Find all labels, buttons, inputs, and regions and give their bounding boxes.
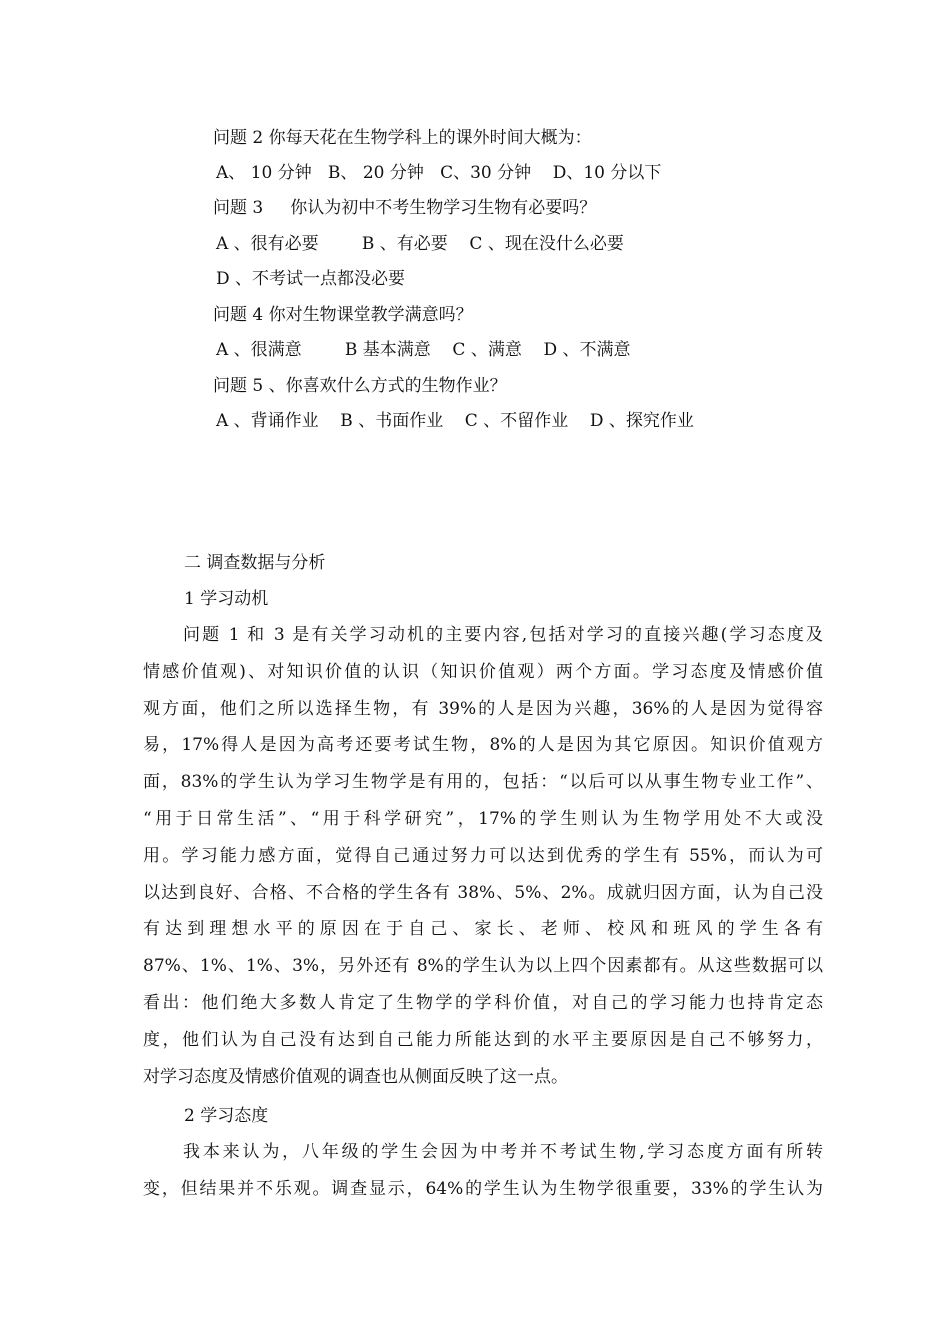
paragraph-line: 度，他们认为自己没有达到自己能力所能达到的水平主要原因是自己不够努力，: [143, 1029, 823, 1050]
question-5-options: A 、背诵作业 B 、书面作业 C 、不留作业 D 、探究作业: [216, 411, 694, 431]
paragraph-line: 有达到理想水平的原因在于自己、家长、老师、校风和班风的学生各有: [143, 919, 823, 940]
question-2-title: 问题 2 你每天花在生物学科上的课外时间大概为：: [213, 128, 592, 148]
paragraph-line: 面，83%的学生认为学习生物学是有用的，包括：“以后可以从事生物专业工作”、: [143, 772, 823, 793]
paragraph-line: 变，但结果并不乐观。调查显示，64%的学生认为生物学很重要，33%的学生认为: [143, 1178, 823, 1199]
question-5-title: 问题 5 、你喜欢什么方式的生物作业？: [213, 376, 507, 396]
paragraph-line: 用。学习能力感方面，觉得自己通过努力可以达到优秀的学生有 55%，而认为可: [143, 845, 823, 866]
paragraph-line: 易，17%得人是因为高考还要考试生物，8%的人是因为其它原因。知识价值观方: [143, 735, 823, 756]
section-heading: 二 调查数据与分析: [184, 553, 326, 573]
paragraph-line: 观方面，他们之所以选择生物，有 39%的人是因为兴趣，36%的人是因为觉得容: [143, 698, 823, 719]
paragraph-line: 问题 1 和 3 是有关学习动机的主要内容,包括对学习的直接兴趣(学习态度及: [183, 625, 823, 645]
paragraph-line: 我本来认为，八年级的学生会因为中考并不考试生物,学习态度方面有所转: [183, 1142, 823, 1162]
paragraph-line: 以达到良好、合格、不合格的学生各有 38%、5%、2%。成就归因方面，认为自己没: [143, 882, 823, 903]
question-4-title: 问题 4 你对生物课堂教学满意吗？: [213, 305, 473, 325]
question-3-options: A 、很有必要 B 、有必要 C 、现在没什么必要: [216, 234, 624, 254]
paragraph-line: 情感价值观)、对知识价值的认识（知识价值观）两个方面。学习态度及情感价值: [143, 661, 823, 682]
paragraph-motivation: [143, 617, 823, 1095]
paragraph-attitude: [143, 1134, 823, 1208]
question-3-title: 问题 3 你认为初中不考生物学习生物有必要吗？: [213, 198, 597, 218]
paragraph-line: 对学习态度及情感价值观的调查也从侧面反映了这一点。: [143, 1066, 568, 1087]
subsection-heading-attitude: 2 学习态度: [184, 1106, 269, 1126]
question-2-options: A、 10 分钟 B、 20 分钟 C、30 分钟 D、10 分以下: [216, 163, 662, 183]
question-3-option-d: D 、不考试一点都没必要: [216, 269, 406, 289]
question-4-options: A 、很满意 B 基本满意 C 、满意 D 、不满意: [216, 340, 631, 360]
paragraph-line: 看出：他们绝大多数人肯定了生物学的学科价值，对自己的学习能力也持肯定态: [143, 992, 823, 1013]
paragraph-line: “用于日常生活”、“用于科学研究”，17%的学生则认为生物学用处不大或没: [143, 808, 823, 829]
subsection-heading-motivation: 1 学习动机: [184, 589, 269, 609]
paragraph-line: 87%、1%、1%、3%，另外还有 8%的学生认为以上四个因素都有。从这些数据可以: [143, 956, 823, 977]
